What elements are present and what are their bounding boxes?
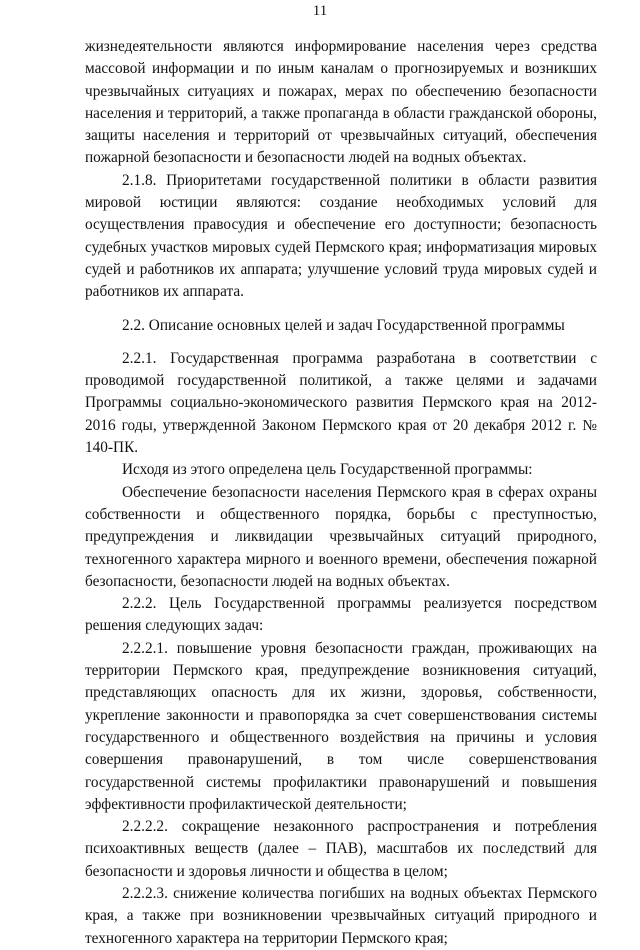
paragraph-2-2-2: 2.2.2. Цель Государственной программы реализуется посредством решения следующих задач:	[85, 595, 597, 635]
page-number: 11	[312, 3, 328, 19]
paragraph-2-1-8: 2.1.8. Приоритетами государственной политики в области развития мировой юстиции являются: создание необходимых условий для осуществления правосудия и обеспечение его доступности; безопасность судебных участков мировых судей Пермского края; информатизация мировых судей и работников их аппарата; улучшение условий труда мировых судей и работников их аппарата.	[85, 171, 597, 301]
paragraph-2-2-2-3: 2.2.2.3. снижение количества погибших на водных объектах Пермского края, а также при возникновении чрезвычайных ситуаций природного и техногенного характера на территории Пермского края;	[85, 884, 597, 947]
paragraph-goal-intro: Исходя из этого определена цель Государственной программы:	[122, 461, 533, 479]
document-body	[85, 36, 597, 950]
paragraph-continuation: жизнедеятельности являются информирование населения через средства массовой информации и по иным каналам о прогнозируемых и возникших чрезвычайных ситуациях и пожарах, мерах по обеспечению безопасности населения и территорий, а также пропаганда в области гражданской обороны, защиты населения и территорий от чрезвычайных ситуаций, обеспечения пожарной безопасности и безопасности людей на водных объектах.	[85, 38, 597, 167]
paragraph-2-2-2-1: 2.2.2.1. повышение уровня безопасности граждан, проживающих на территории Пермского края, предупреждение возникновения ситуаций, представляющих опасность для их жизни, здоровья, собственности, укрепление законности и правопорядка за счет совершенствования системы государственного и общественного воздействия на причины и условия совершения правонарушений, в том числе совершенствования государственной системы профилактики правонарушений и повышения эффективности профилактической деятельности;	[85, 639, 597, 813]
section-heading-2-2: 2.2. Описание основных целей и задач Государственной программы	[122, 316, 565, 334]
paragraph-2-2-1: 2.2.1. Государственная программа разработана в соответствии с проводимой государственной политикой, а также целями и задачами Программы социально-экономического развития Пермского края на 2012-2016 годы, утвержденной Законом Пермского края от 20 декабря 2012 г. № 140-ПК.	[85, 349, 597, 457]
paragraph-goal: Обеспечение безопасности населения Пермского края в сферах охраны собственности и общественного порядка, борьбы с преступностью, предупреждения и ликвидации чрезвычайных ситуаций природного, техногенного характера мирного и военного времени, обеспечения пожарной безопасности, безопасности людей на водных объектах.	[85, 483, 597, 590]
paragraph-2-2-2-2: 2.2.2.2. сокращение незаконного распространения и потребления психоактивных веществ (далее – ПАВ), масштабов их последствий для безопасности и здоровья личности и общества в целом;	[85, 818, 597, 880]
